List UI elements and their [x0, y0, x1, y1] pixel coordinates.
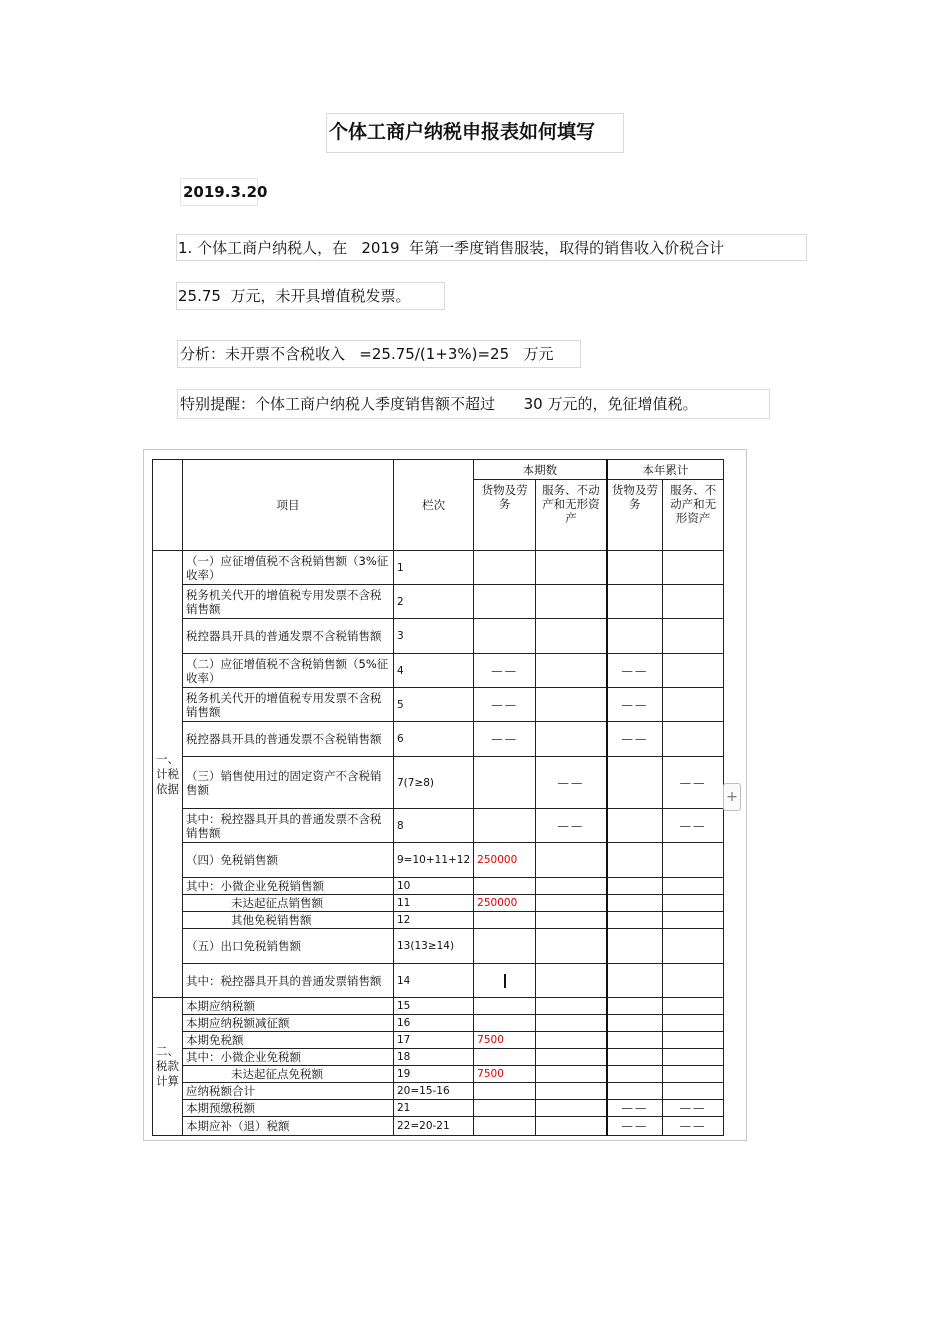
form-row	[153, 809, 724, 843]
cell-goods-labor[interactable]	[474, 809, 536, 843]
cell-goods-labor-ytd[interactable]	[607, 998, 663, 1015]
form-row	[153, 1117, 724, 1136]
header-col-no: 栏次	[394, 460, 474, 551]
cell-services-assets[interactable]	[536, 1083, 607, 1100]
cell-services-assets-ytd[interactable]	[663, 688, 724, 722]
row-col-no: 3	[394, 619, 474, 654]
cell-services-assets[interactable]	[536, 551, 607, 585]
document-date: 2019.3.20	[180, 178, 258, 206]
row-col-no: 12	[394, 912, 474, 929]
row-col-no: 7(7≥8)	[394, 757, 474, 809]
cell-goods-labor-ytd[interactable]	[607, 929, 663, 964]
header-services-assets-ytd: 服务、不动产和无形资产	[663, 480, 724, 551]
cell-services-assets[interactable]	[536, 1117, 607, 1136]
form-row	[153, 551, 724, 585]
cell-services-assets-ytd[interactable]	[663, 722, 724, 757]
row-col-no: 17	[394, 1032, 474, 1049]
cell-goods-labor-ytd[interactable]: ——	[607, 654, 663, 688]
cell-goods-labor[interactable]: ——	[474, 722, 536, 757]
cell-services-assets[interactable]	[536, 619, 607, 654]
row-col-no: 2	[394, 585, 474, 619]
form-row	[153, 757, 724, 809]
row-label: 税控器具开具的普通发票不含税销售额	[183, 619, 394, 654]
cell-goods-labor-ytd[interactable]	[607, 843, 663, 878]
row-col-no: 13(13≥14)	[394, 929, 474, 964]
form-row	[153, 843, 724, 878]
cell-services-assets[interactable]	[536, 688, 607, 722]
cell-services-assets-ytd[interactable]	[663, 964, 724, 998]
header-item: 项目	[183, 460, 394, 551]
row-label: 本期应纳税额减征额	[183, 1015, 394, 1032]
cell-services-assets[interactable]: ——	[536, 757, 607, 809]
header-year-to-date: 本年累计	[607, 460, 724, 480]
cell-goods-labor-ytd[interactable]	[607, 895, 663, 912]
form-row	[153, 895, 724, 912]
row-col-no: 5	[394, 688, 474, 722]
cell-goods-labor[interactable]: ——	[474, 688, 536, 722]
form-row	[153, 912, 724, 929]
row-col-no: 18	[394, 1049, 474, 1066]
cell-services-assets[interactable]	[536, 1066, 607, 1083]
row-col-no: 14	[394, 964, 474, 998]
cell-services-assets-ytd[interactable]	[663, 1049, 724, 1066]
cell-services-assets-ytd[interactable]: ——	[663, 757, 724, 809]
row-label: 其中：税控器具开具的普通发票不含税销售额	[183, 809, 394, 843]
row-label: （三）销售使用过的固定资产不含税销售额	[183, 757, 394, 809]
form-row	[153, 585, 724, 619]
question-line-2: 25.75 万元，未开具增值税发票。	[176, 282, 445, 310]
cell-goods-labor[interactable]	[474, 619, 536, 654]
row-col-no: 21	[394, 1100, 474, 1117]
cell-goods-labor[interactable]: 7500	[474, 1032, 536, 1049]
form-row	[153, 964, 724, 998]
cell-services-assets[interactable]	[536, 964, 607, 998]
row-label: 税务机关代开的增值税专用发票不含税销售额	[183, 585, 394, 619]
cell-goods-labor-ytd[interactable]	[607, 551, 663, 585]
form-row	[153, 1032, 724, 1049]
form-row	[153, 1100, 724, 1117]
cell-services-assets[interactable]	[536, 929, 607, 964]
row-label: （四）免税销售额	[183, 843, 394, 878]
cell-goods-labor[interactable]	[474, 1117, 536, 1136]
cell-services-assets[interactable]	[536, 654, 607, 688]
cell-goods-labor-ytd[interactable]	[607, 619, 663, 654]
cell-goods-labor-ytd[interactable]: ——	[607, 688, 663, 722]
cell-services-assets-ytd[interactable]: ——	[663, 1117, 724, 1136]
section-tax-calculation: 二、税款计算	[153, 998, 183, 1136]
cell-services-assets-ytd[interactable]	[663, 1032, 724, 1049]
row-label: 税控器具开具的普通发票不含税销售额	[183, 722, 394, 757]
row-label: 其中：小微企业免税额	[183, 1049, 394, 1066]
form-row	[153, 1049, 724, 1066]
cell-services-assets[interactable]	[536, 1049, 607, 1066]
analysis-text: 分析：未开票不含税收入 =25.75/(1+3%)=25 万元	[177, 340, 581, 368]
cell-services-assets-ytd[interactable]	[663, 1015, 724, 1032]
form-row	[153, 878, 724, 895]
cell-goods-labor[interactable]	[474, 1100, 536, 1117]
header-goods-labor-ytd: 货物及劳务	[607, 480, 663, 551]
cell-services-assets-ytd[interactable]: ——	[663, 1100, 724, 1117]
cell-services-assets-ytd[interactable]	[663, 1066, 724, 1083]
row-label: 其中：小微企业免税销售额	[183, 878, 394, 895]
cell-goods-labor[interactable]	[474, 964, 536, 998]
row-col-no: 8	[394, 809, 474, 843]
form-row	[153, 1015, 724, 1032]
cell-goods-labor[interactable]	[474, 912, 536, 929]
cell-goods-labor-ytd[interactable]	[607, 1049, 663, 1066]
cell-services-assets-ytd[interactable]	[663, 619, 724, 654]
cell-goods-labor[interactable]	[474, 929, 536, 964]
text-cursor-icon	[504, 974, 506, 988]
cell-services-assets[interactable]	[536, 722, 607, 757]
row-col-no: 10	[394, 878, 474, 895]
row-label: 税务机关代开的增值税专用发票不含税销售额	[183, 688, 394, 722]
row-label: 其他免税销售额	[183, 912, 394, 929]
cell-goods-labor-ytd[interactable]: ——	[607, 1117, 663, 1136]
cell-goods-labor-ytd[interactable]	[607, 757, 663, 809]
cell-goods-labor[interactable]	[474, 1049, 536, 1066]
tax-return-form	[152, 459, 724, 1136]
row-col-no: 19	[394, 1066, 474, 1083]
form-row	[153, 929, 724, 964]
cell-goods-labor-ytd[interactable]	[607, 1032, 663, 1049]
cell-goods-labor-ytd[interactable]	[607, 585, 663, 619]
row-label: （一）应征增值税不含税销售额（3%征收率）	[183, 551, 394, 585]
cell-services-assets[interactable]	[536, 1015, 607, 1032]
cell-goods-labor-ytd[interactable]: ——	[607, 722, 663, 757]
corner-cell	[153, 460, 183, 551]
header-goods-labor: 货物及劳务	[474, 480, 536, 551]
cell-goods-labor[interactable]	[474, 1015, 536, 1032]
form-row	[153, 619, 724, 654]
row-label: 本期预缴税额	[183, 1100, 394, 1117]
row-col-no: 22=20-21	[394, 1117, 474, 1136]
cell-goods-labor[interactable]	[474, 585, 536, 619]
cell-goods-labor[interactable]	[474, 551, 536, 585]
cell-services-assets-ytd[interactable]	[663, 1083, 724, 1100]
form-row	[153, 688, 724, 722]
cell-services-assets-ytd[interactable]	[663, 585, 724, 619]
form-row	[153, 1083, 724, 1100]
row-col-no: 6	[394, 722, 474, 757]
question-line-1: 1. 个体工商户纳税人，在 2019 年第一季度销售服装，取得的销售收入价税合计	[176, 234, 807, 261]
row-label: 应纳税额合计	[183, 1083, 394, 1100]
cell-services-assets-ytd[interactable]	[663, 654, 724, 688]
row-label: 本期应补（退）税额	[183, 1117, 394, 1136]
cell-goods-labor[interactable]: 7500	[474, 1066, 536, 1083]
row-label: 未达起征点销售额	[183, 895, 394, 912]
cell-services-assets[interactable]	[536, 912, 607, 929]
cell-goods-labor-ytd[interactable]: ——	[607, 1100, 663, 1117]
cell-goods-labor[interactable]	[474, 757, 536, 809]
row-label: （五）出口免税销售额	[183, 929, 394, 964]
cell-goods-labor[interactable]: ——	[474, 654, 536, 688]
row-label: 本期应纳税额	[183, 998, 394, 1015]
cell-goods-labor-ytd[interactable]	[607, 809, 663, 843]
cell-services-assets-ytd[interactable]	[663, 551, 724, 585]
plus-icon[interactable]: +	[723, 783, 741, 811]
cell-goods-labor-ytd[interactable]	[607, 878, 663, 895]
cell-goods-labor[interactable]: 250000	[474, 895, 536, 912]
cell-goods-labor-ytd[interactable]	[607, 1083, 663, 1100]
cell-goods-labor[interactable]	[474, 998, 536, 1015]
cell-services-assets-ytd[interactable]	[663, 895, 724, 912]
section-tax-basis: 一、计税依据	[153, 551, 183, 998]
form-row	[153, 722, 724, 757]
cell-services-assets-ytd[interactable]	[663, 843, 724, 878]
row-label: （二）应征增值税不含税销售额（5%征收率）	[183, 654, 394, 688]
row-col-no: 11	[394, 895, 474, 912]
cell-services-assets[interactable]	[536, 1100, 607, 1117]
form-row	[153, 654, 724, 688]
row-label: 其中：税控器具开具的普通发票销售额	[183, 964, 394, 998]
row-col-no: 15	[394, 998, 474, 1015]
row-col-no: 4	[394, 654, 474, 688]
cell-services-assets-ytd[interactable]	[663, 878, 724, 895]
cell-services-assets-ytd[interactable]: ——	[663, 809, 724, 843]
tip-text: 特别提醒：个体工商户纳税人季度销售额不超过 30 万元的，免征增值税。	[177, 389, 770, 419]
cell-services-assets[interactable]	[536, 1032, 607, 1049]
cell-goods-labor-ytd[interactable]	[607, 1015, 663, 1032]
cell-services-assets[interactable]	[536, 843, 607, 878]
header-current-period: 本期数	[474, 460, 607, 480]
row-label: 未达起征点免税额	[183, 1066, 394, 1083]
cell-goods-labor[interactable]: 250000	[474, 843, 536, 878]
cell-goods-labor-ytd[interactable]	[607, 1066, 663, 1083]
cell-goods-labor[interactable]	[474, 878, 536, 895]
cell-goods-labor[interactable]	[474, 1083, 536, 1100]
cell-services-assets[interactable]	[536, 895, 607, 912]
row-col-no: 16	[394, 1015, 474, 1032]
header-services-assets: 服务、不动产和无形资产	[536, 480, 607, 551]
page-title: 个体工商户纳税申报表如何填写	[326, 113, 624, 153]
cell-goods-labor-ytd[interactable]	[607, 912, 663, 929]
cell-services-assets[interactable]	[536, 585, 607, 619]
row-col-no: 1	[394, 551, 474, 585]
cell-services-assets-ytd[interactable]	[663, 998, 724, 1015]
form-row	[153, 1066, 724, 1083]
row-label: 本期免税额	[183, 1032, 394, 1049]
cell-services-assets-ytd[interactable]	[663, 912, 724, 929]
cell-services-assets[interactable]	[536, 878, 607, 895]
row-col-no: 9=10+11+12	[394, 843, 474, 878]
row-col-no: 20=15-16	[394, 1083, 474, 1100]
cell-goods-labor-ytd[interactable]	[607, 964, 663, 998]
cell-services-assets-ytd[interactable]	[663, 929, 724, 964]
form-row	[153, 998, 724, 1015]
cell-services-assets[interactable]: ——	[536, 809, 607, 843]
cell-services-assets[interactable]	[536, 998, 607, 1015]
